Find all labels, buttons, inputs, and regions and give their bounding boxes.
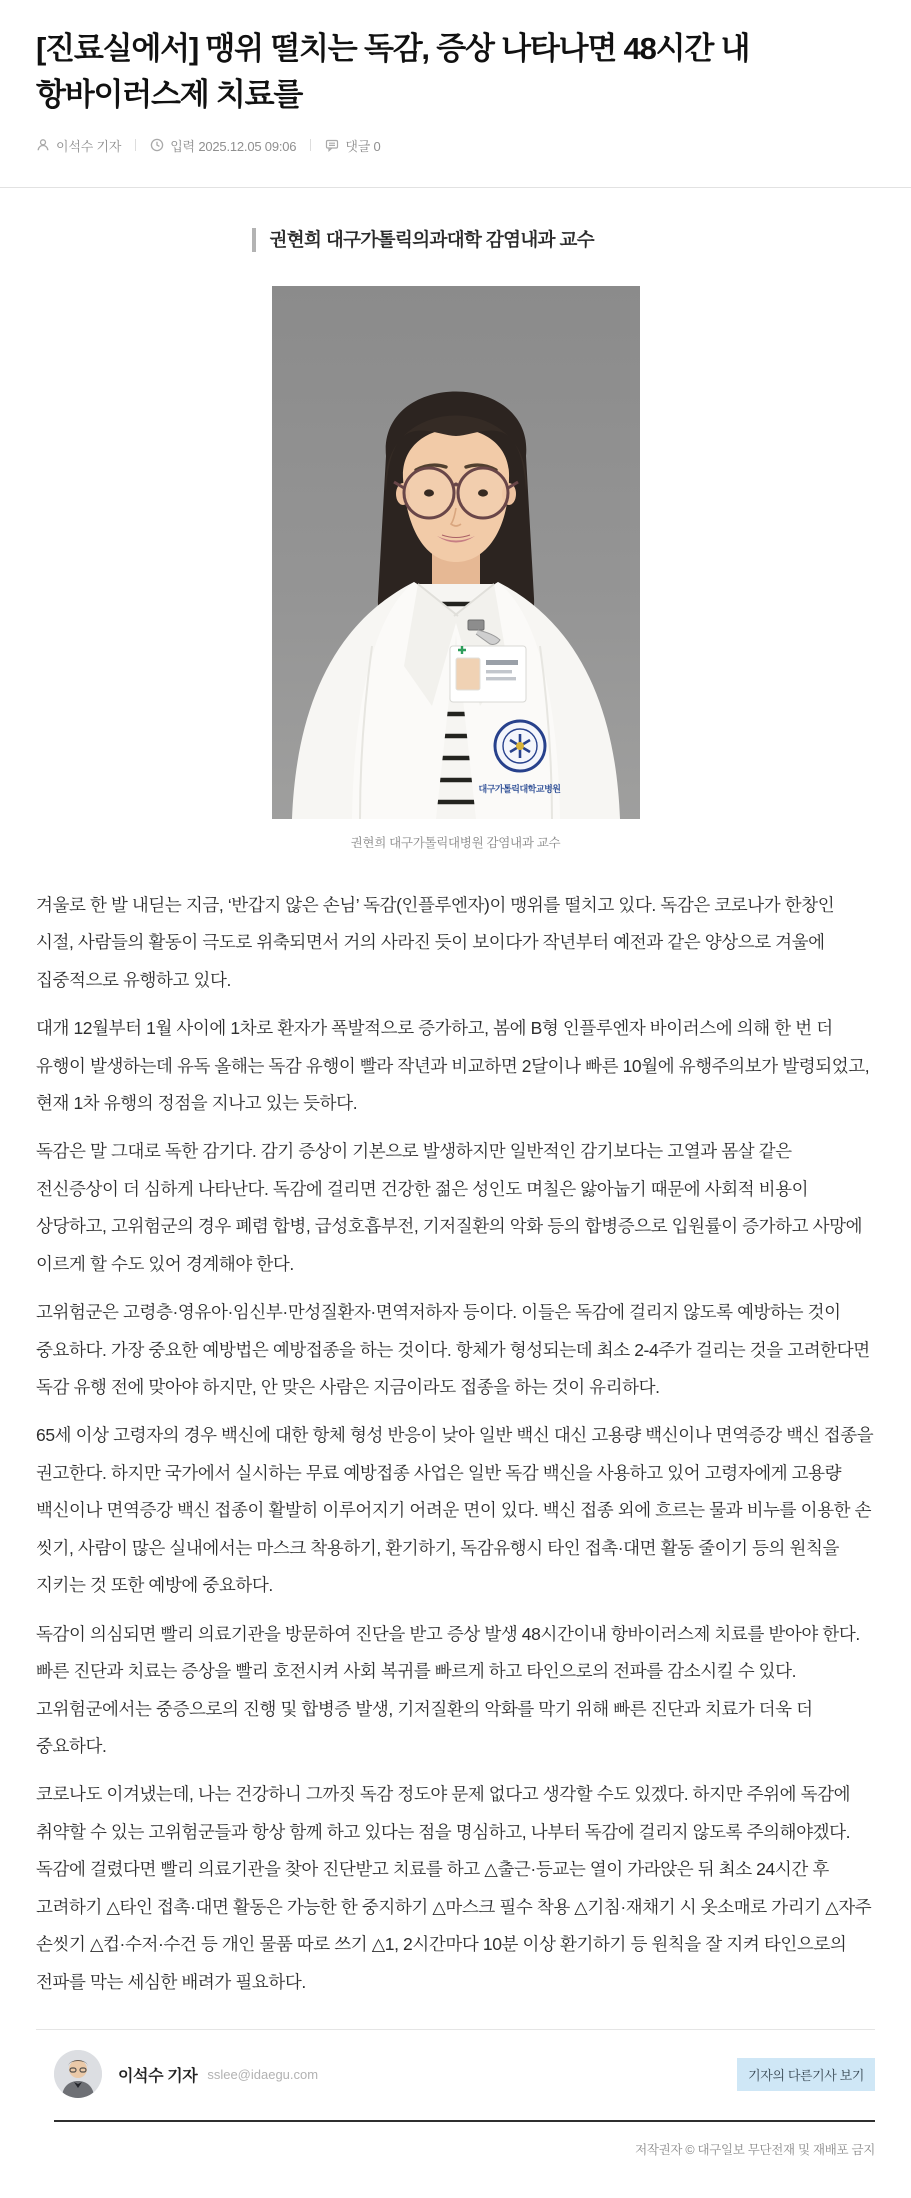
paragraph: 고위험군은 고령층·영유아·임신부·만성질환자·면역저하자 등이다. 이들은 독감에 걸리지 않도록 예방하는 것이 중요하다. 가장 중요한 예방법은 예방접종을 하는 것이다. 항체가 형성되는데 최소 2-4주가 걸리는 것을 고려한다면 독감 유행 전에 맞아야 하지만, 안 맞은 사람은 지금이라도 접종을 하는 것이 유리하다.	[36, 1302, 870, 1398]
paragraph: 겨울로 한 발 내딛는 지금, ‘반갑지 않은 손님’ 독감(인플루엔자)이 맹위를 떨치고 있다. 독감은 코로나가 한창인 시절, 사람들의 활동이 극도로 위축되면서 거의 사라진 듯이 보이다가 작년부터 예전과 같은 양상으로 겨울에 집중적으로 유행하고 있다.	[36, 894, 835, 990]
paragraph: 코로나도 이겨냈는데, 나는 건강하니 그까짓 독감 정도야 문제 없다고 생각할 수도 있겠다. 하지만 주위에 독감에 취약할 수 있는 고위험군들과 항상 함께 하고 있다는 점을 명심하고, 나부터 독감에 걸리지 않도록 주의해야겠다. 독감에 걸렸다면 빨리 의료기관을 찾아 진단받고 치료를 하고 △출근·등교는 열이 가라앉은 뒤 최소 24시간 후 고려하기 △타인 접촉·대면 활동은 가능한 한 중지하기 △마스크 필수 착용 △기침·재채기 시 옷소매로 가리기 △자주 손씻기 △컵·수저·수건 등 개인 물품 따로 쓰기 △1, 2시간마다 10분 이상 환기하기 등 원칙을 잘 지켜 타인으로의 전파를 막는 세심한 배려가 필요하다.	[36, 1784, 872, 1992]
photo-caption: 권현희 대구가톨릭대병원 감염내과 교수	[350, 835, 561, 850]
clock-icon	[150, 138, 164, 152]
article-header	[0, 0, 911, 155]
paragraph: 독감은 말 그대로 독한 감기다. 감기 증상이 기본으로 발생하지만 일반적인 감기보다는 고열과 몸살 같은 전신증상이 더 심하게 나타난다. 독감에 걸리면 건강한 젊은 성인도 며칠은 앓아눕기 때문에 사회적 비용이 상당하고, 고위험군의 경우 폐렴 합병, 급성호흡부전, 기저질환의 악화 등의 합병증으로 입원률이 증가하고 사망에 이르게 할 수도 있어 경계해야 한다.	[36, 1141, 863, 1274]
hospital-logo	[495, 721, 545, 771]
reporter-email-link[interactable]: sslee@idaegu.com	[207, 2066, 319, 2082]
byline	[36, 136, 875, 155]
paragraph: 대개 12월부터 1월 사이에 1차로 환자가 폭발적으로 증가하고, 봄에 B형 인플루엔자 바이러스에 의해 한 번 더 유행이 발생하는데 유독 올해는 독감 유행이 빨라 작년과 비교하면 2달이나 빠른 10월에 유행주의보가 발령되었고, 현재 1차 유행의 정점을 지나고 있는 듯하다.	[36, 1018, 870, 1113]
hospital-name-label: 대구가톨릭대학교병원	[478, 783, 561, 794]
id-card	[450, 646, 526, 702]
reporter-card	[36, 2029, 875, 2120]
reporter-avatar	[54, 2050, 102, 2098]
article-text	[36, 887, 875, 2001]
portrait-illustration	[272, 286, 640, 819]
byline-comments[interactable]: 댓글 0	[325, 136, 380, 155]
byline-separator	[135, 139, 136, 151]
header-divider	[0, 187, 911, 188]
byline-reporter[interactable]: 이석수 기자	[36, 136, 121, 155]
copyright-notice: 저작권자 © 대구일보 무단전재 및 재배포 금지	[635, 2143, 875, 2158]
figure-block	[269, 228, 640, 851]
byline-separator	[310, 139, 311, 151]
reporter-name: 이석수 기자	[118, 2067, 198, 2085]
other-articles-button[interactable]: 기자의 다른기사 보기	[737, 2058, 875, 2091]
article-subheading: 권현희 대구가톨릭의과대학 감염내과 교수	[252, 228, 640, 252]
comment-icon	[325, 138, 339, 152]
paragraph: 독감이 의심되면 빨리 의료기관을 방문하여 진단을 받고 증상 발생 48시간이내 항바이러스제 치료를 받아야 한다. 빠른 진단과 치료는 증상을 빨리 호전시켜 사회 복귀를 빠르게 하고 타인으로의 전파를 감소시킬 수 있다. 고위험군에서는 중증으로의 진행 및 합병증 발생, 기저질환의 악화를 막기 위해 빠른 진단과 치료가 더욱 더 중요하다.	[36, 1623, 860, 1756]
byline-published: 입력 2025.12.05 09:06	[150, 136, 296, 155]
paragraph: 65세 이상 고령자의 경우 백신에 대한 항체 형성 반응이 낮아 일반 백신 대신 고용량 백신이나 면역증강 백신 접종을 권고한다. 하지만 국가에서 실시하는 무료 예방접종 사업은 일반 독감 백신을 사용하고 있어 고령자에게 고용량 백신이나 면역증강 백신 접종이 활발히 이루어지기 어려운 면이 있다. 백신 접종 외에 흐르는 물과 비누를 이용한 손 씻기, 사람이 많은 실내에서는 마스크 착용하기, 환기하기, 독감유행시 타인 접촉·대면 활동 줄이기 등의 원칙을 지키는 것 또한 예방에 중요하다.	[36, 1425, 874, 1596]
person-icon	[36, 138, 50, 152]
doctor-portrait-photo	[272, 286, 640, 819]
article-body-section	[0, 228, 911, 2198]
page-title: [진료실에서] 맹위 떨치는 독감, 증상 나타나면 48시간 내 항바이러스제 치료를	[36, 31, 750, 112]
